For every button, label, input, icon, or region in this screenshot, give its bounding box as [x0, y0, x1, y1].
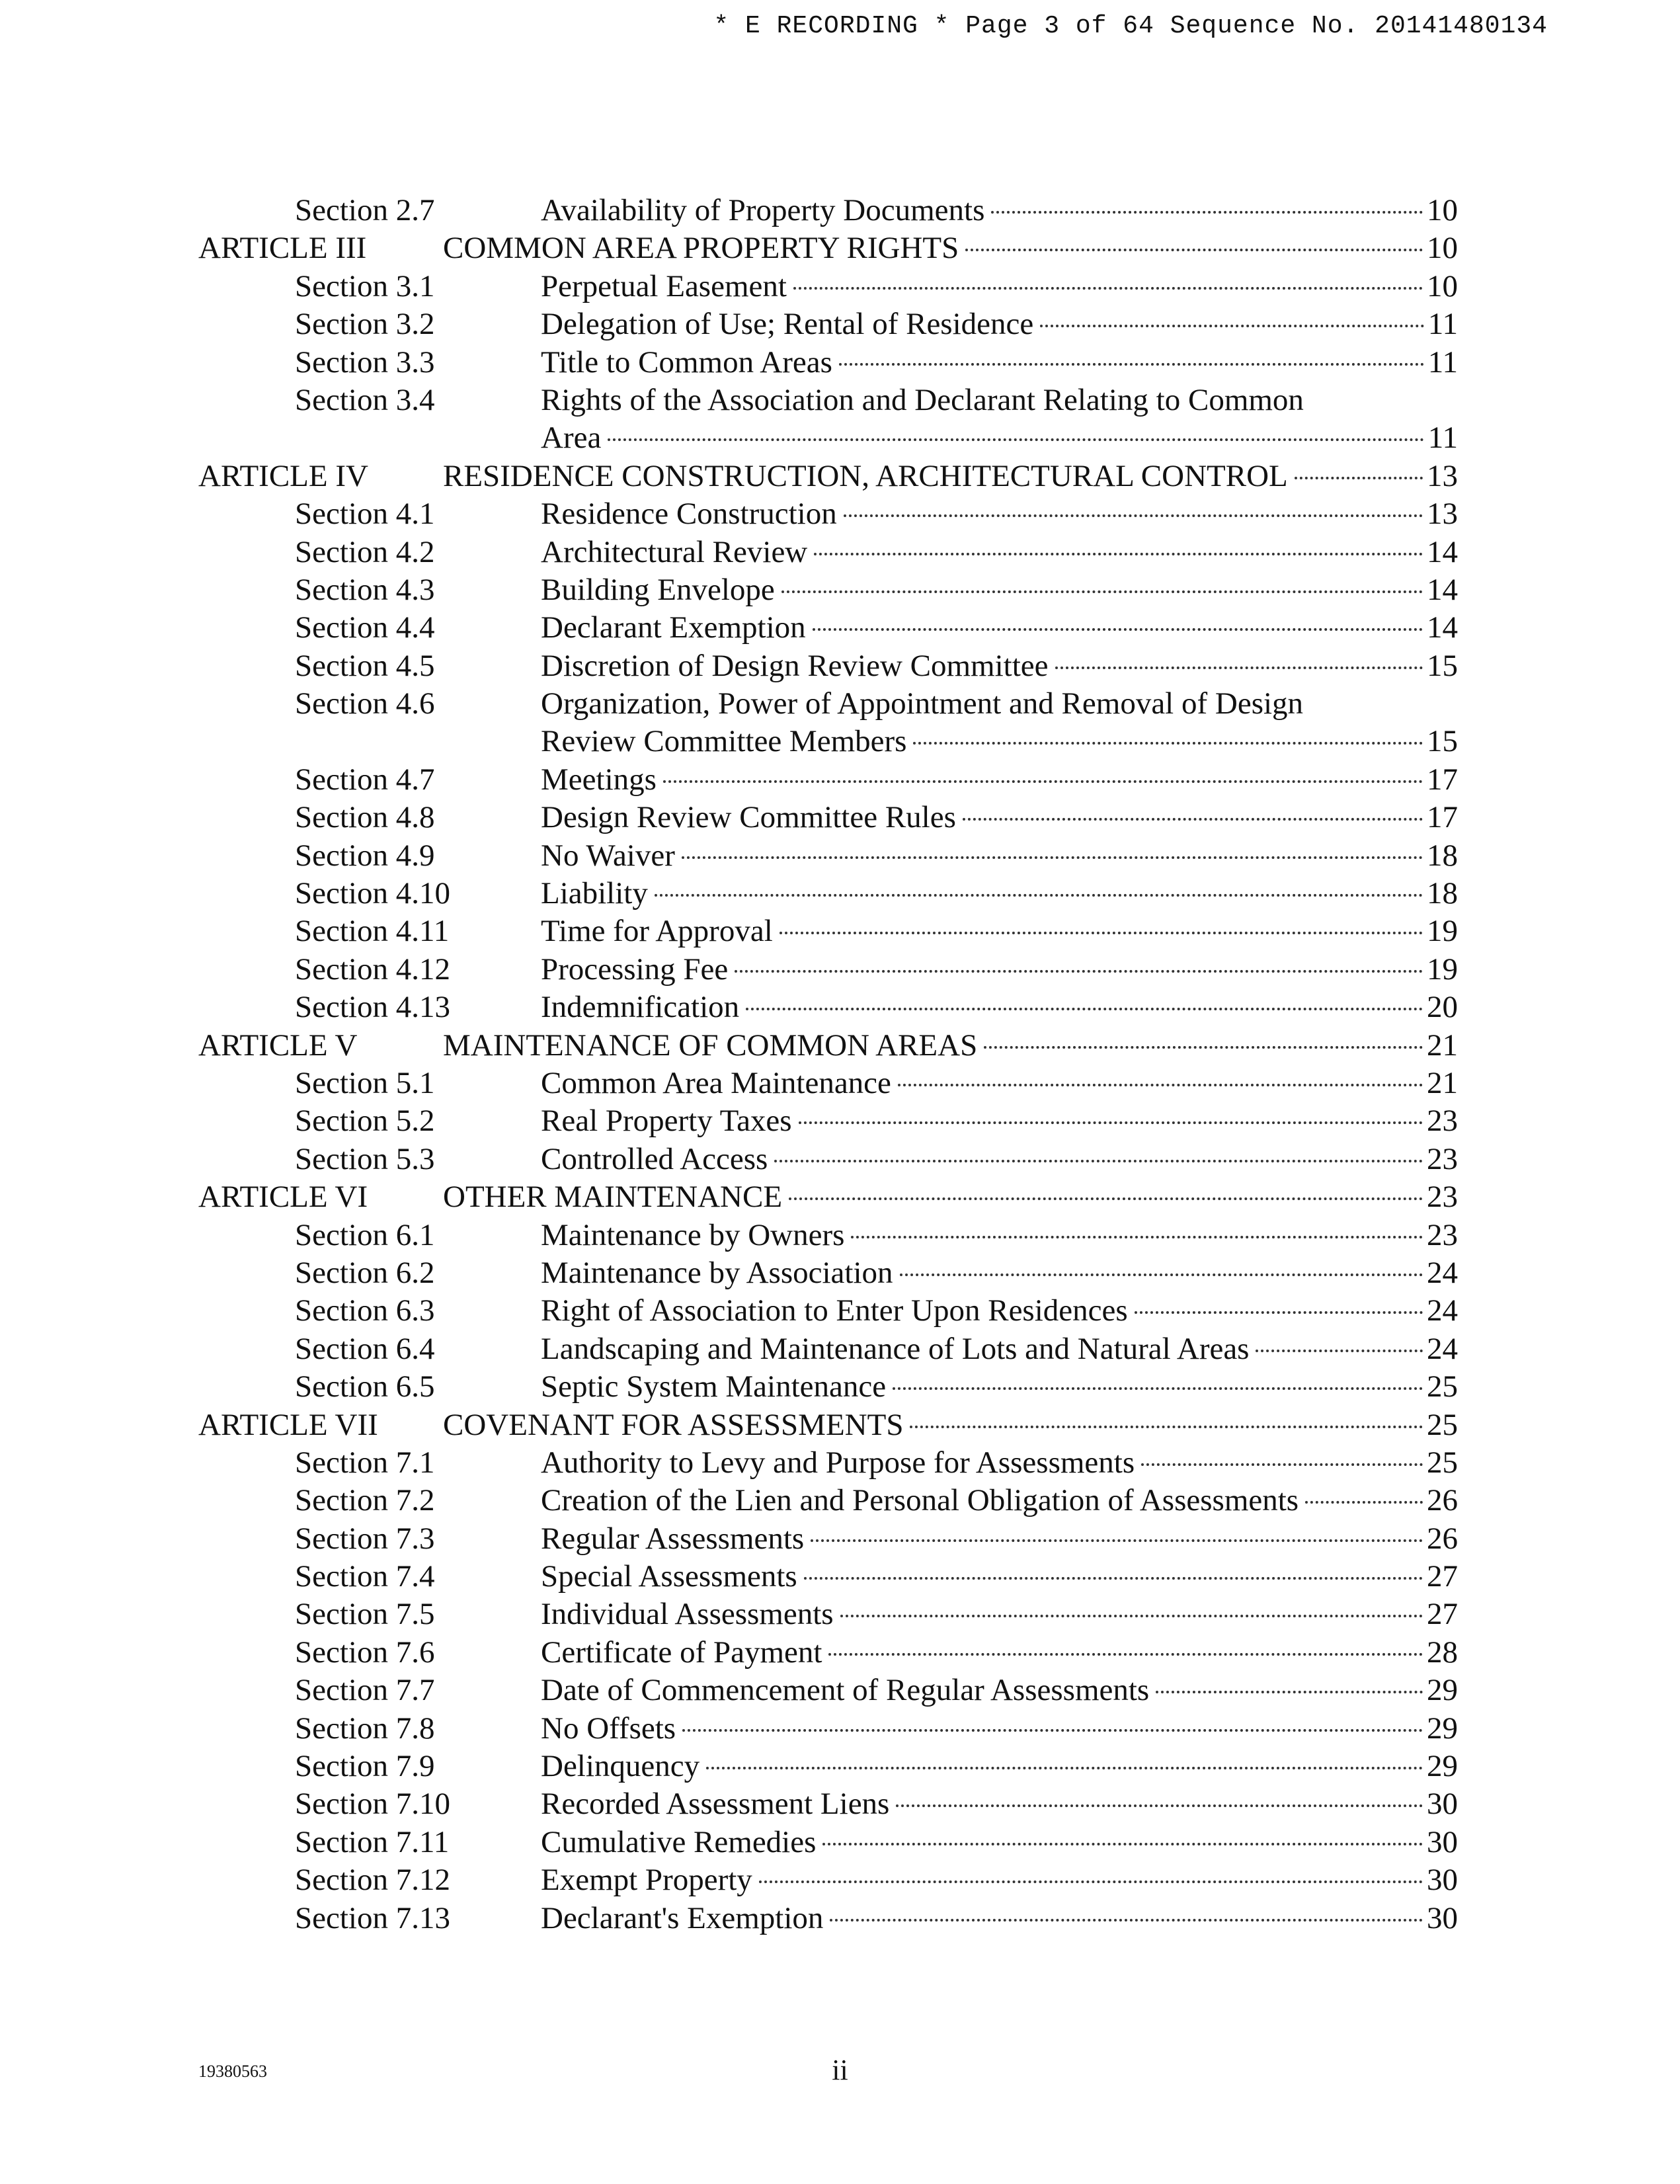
section-label: Section 4.6: [295, 686, 435, 721]
toc-entry-title: Special Assessments: [541, 1559, 797, 1594]
article-label: ARTICLE III: [198, 231, 367, 266]
toc-entry-title-line: [541, 1217, 1458, 1254]
section-label: Section 7.1: [295, 1445, 435, 1480]
section-label: Section 4.3: [295, 572, 435, 607]
toc-entry-title-line: [541, 1102, 1458, 1140]
toc-section-row: [0, 1672, 1680, 1709]
toc-section-row: [0, 647, 1680, 685]
dot-leader: [706, 1767, 1423, 1769]
section-label: Section 4.5: [295, 648, 435, 683]
toc-section-row: [0, 837, 1680, 875]
dot-leader: [780, 932, 1423, 934]
toc-page-number: 24: [1427, 1331, 1458, 1366]
section-label: Section 3.1: [295, 268, 435, 303]
toc-entry-title-line: [541, 344, 1458, 382]
dot-leader: [774, 1160, 1423, 1162]
toc-entry-title-line: [541, 1292, 1458, 1330]
toc-section-row: [0, 344, 1680, 382]
toc-section-row: [0, 912, 1680, 950]
toc-entry-title-line: [541, 1368, 1458, 1406]
section-label: Section 7.10: [295, 1787, 450, 1822]
toc-entry-title: COVENANT FOR ASSESSMENTS: [443, 1407, 904, 1442]
toc-entry-title-line: [443, 1406, 1458, 1444]
toc-entry-title: Declarant's Exemption: [541, 1900, 824, 1935]
toc-section-row: [0, 1065, 1680, 1102]
toc-entry-title: Septic System Maintenance: [541, 1369, 887, 1404]
section-label: Section 3.2: [295, 307, 435, 342]
toc-entry-title-line: [541, 685, 1458, 723]
toc-page-number: 24: [1427, 1293, 1458, 1328]
section-label: Section 3.4: [295, 382, 435, 417]
toc-entry-title-line: [541, 1785, 1458, 1823]
toc-section-row: [0, 305, 1680, 343]
dot-leader: [682, 1729, 1423, 1732]
toc-entry-title: Liability: [541, 876, 648, 911]
dot-leader: [840, 1615, 1423, 1617]
toc-entry-title: Indemnification: [541, 990, 740, 1025]
section-label: Section 7.2: [295, 1483, 435, 1518]
toc-page-number: 29: [1427, 1673, 1458, 1708]
toc-entry-title: MAINTENANCE OF COMMON AREAS: [443, 1028, 978, 1063]
toc-entry-title-line: [541, 1710, 1458, 1748]
dot-leader: [963, 818, 1423, 821]
toc-page-number: 21: [1427, 1065, 1458, 1100]
toc-page-number: 23: [1427, 1141, 1458, 1176]
toc-entry-title: Availability of Property Documents: [541, 193, 985, 227]
toc-section-row: [0, 1217, 1680, 1254]
toc-entry-title-line: [541, 1672, 1458, 1709]
toc-page-number: 19: [1427, 914, 1458, 949]
toc-page-number: 25: [1427, 1407, 1458, 1442]
toc-entry-title-line: [541, 1254, 1458, 1292]
section-label: Section 7.5: [295, 1597, 435, 1632]
toc-page-number: 18: [1427, 876, 1458, 911]
toc-section-row: [0, 571, 1680, 609]
dot-leader: [1295, 477, 1423, 479]
section-label: Section 2.7: [295, 193, 435, 227]
toc-entry-title: Review Committee Members: [541, 724, 907, 759]
toc-entry-title: Processing Fee: [541, 951, 729, 987]
toc-page-number: 11: [1427, 344, 1458, 380]
toc-page-number: 21: [1427, 1028, 1458, 1063]
toc-section-row: [0, 723, 1680, 760]
toc-section-row: [0, 192, 1680, 229]
toc-entry-title: Architectural Review: [541, 534, 808, 569]
toc-page-number: 13: [1427, 458, 1458, 493]
toc-page-number: 14: [1427, 572, 1458, 607]
toc-section-row: [0, 609, 1680, 647]
dot-leader: [898, 1084, 1423, 1086]
article-label: ARTICLE VI: [198, 1180, 368, 1215]
toc-entry-title-line: [443, 1027, 1458, 1065]
dot-leader: [844, 514, 1423, 517]
dot-leader: [1256, 1350, 1423, 1352]
toc-entry-title-line: [541, 1634, 1458, 1672]
toc-entry-title-line: [541, 1065, 1458, 1102]
toc-page-number: 11: [1427, 307, 1458, 342]
toc-entry-title-line: [541, 875, 1458, 912]
toc-section-row: [0, 989, 1680, 1026]
dot-leader: [804, 1577, 1423, 1580]
toc-section-row: [0, 382, 1680, 419]
section-label: Section 6.1: [295, 1217, 435, 1252]
toc-entry-title: Rights of the Association and Declarant Relating to Common: [541, 382, 1304, 417]
toc-entry-title-line: [541, 761, 1458, 799]
section-label: Section 7.7: [295, 1673, 435, 1708]
section-label: Section 4.8: [295, 800, 435, 835]
toc-entry-title: No Offsets: [541, 1711, 676, 1746]
toc-section-row: [0, 1444, 1680, 1482]
toc-section-row: [0, 1824, 1680, 1861]
dot-leader: [839, 363, 1424, 366]
section-label: Section 4.13: [295, 990, 450, 1025]
toc-page-number: 26: [1427, 1521, 1458, 1556]
toc-entry-title-line: [541, 495, 1458, 533]
toc-page-number: 15: [1427, 724, 1458, 759]
toc-page-number: 23: [1427, 1180, 1458, 1215]
section-label: Section 7.11: [295, 1824, 450, 1859]
toc-section-row: [0, 419, 1680, 457]
toc-section-row: [0, 1900, 1680, 1937]
toc-entry-title-line: [541, 951, 1458, 989]
toc-entry-title-line: [541, 1748, 1458, 1785]
toc-page-number: 26: [1427, 1483, 1458, 1518]
article-label: ARTICLE VII: [198, 1407, 378, 1442]
toc-page-number: 23: [1427, 1217, 1458, 1252]
toc-page-number: 30: [1427, 1900, 1458, 1935]
page-number: ii: [832, 2054, 848, 2086]
toc-entry-title: Area: [541, 421, 602, 456]
toc-page-number: 25: [1427, 1369, 1458, 1404]
toc-section-row: [0, 761, 1680, 799]
toc-section-row: [0, 1330, 1680, 1368]
article-label: ARTICLE IV: [198, 458, 368, 493]
section-label: Section 6.5: [295, 1369, 435, 1404]
toc-page-number: 29: [1427, 1711, 1458, 1746]
toc-entry-title: Right of Association to Enter Upon Residences: [541, 1293, 1128, 1328]
toc-entry-title: Controlled Access: [541, 1141, 768, 1176]
toc-section-row: [0, 685, 1680, 723]
toc-entry-title: Common Area Maintenance: [541, 1065, 891, 1100]
toc-section-row: [0, 268, 1680, 305]
toc-page-number: 30: [1427, 1863, 1458, 1898]
toc-entry-title-line: [541, 1861, 1458, 1899]
dot-leader: [830, 1919, 1423, 1921]
section-label: Section 4.12: [295, 951, 450, 987]
dot-leader: [822, 1843, 1423, 1845]
section-label: Section 4.11: [295, 914, 450, 949]
section-label: Section 4.10: [295, 876, 450, 911]
toc-entry-title-line: [541, 419, 1458, 457]
toc-section-row: [0, 1292, 1680, 1330]
toc-page-number: 20: [1427, 990, 1458, 1025]
toc-entry-title: Maintenance by Owners: [541, 1217, 845, 1252]
toc-entry-title-line: [541, 571, 1458, 609]
dot-leader: [991, 211, 1423, 214]
toc-section-row: [0, 1482, 1680, 1519]
dot-leader: [814, 553, 1423, 555]
dot-leader: [913, 742, 1423, 745]
document-id: 19380563: [198, 2062, 267, 2081]
toc-page-number: 17: [1427, 800, 1458, 835]
toc-entry-title: Title to Common Areas: [541, 344, 832, 380]
section-label: Section 7.8: [295, 1711, 435, 1746]
toc-entry-title-line: [541, 1141, 1458, 1178]
toc-entry-title: Regular Assessments: [541, 1521, 805, 1556]
section-label: Section 4.1: [295, 497, 435, 532]
section-label: Section 3.3: [295, 344, 435, 380]
toc-entry-title-line: [541, 382, 1458, 419]
toc-entry-title-line: [541, 799, 1458, 836]
section-label: Section 4.2: [295, 534, 435, 569]
toc-page-number: 27: [1427, 1597, 1458, 1632]
article-label: ARTICLE V: [198, 1028, 358, 1063]
toc-entry-title-line: [541, 609, 1458, 647]
toc-entry-title-line: [541, 268, 1458, 305]
toc-section-row: [0, 1748, 1680, 1785]
toc-article-row: [0, 458, 1680, 495]
toc-entry-title: Discretion of Design Review Committee: [541, 648, 1049, 683]
toc-page-number: 23: [1427, 1104, 1458, 1139]
toc-section-row: [0, 1102, 1680, 1140]
toc-entry-title: Authority to Levy and Purpose for Assessments: [541, 1445, 1135, 1480]
toc-page-number: 28: [1427, 1635, 1458, 1670]
toc-section-row: [0, 951, 1680, 989]
dot-leader: [781, 590, 1423, 593]
toc-entry-title-line: [443, 458, 1458, 495]
toc-entry-title: COMMON AREA PROPERTY RIGHTS: [443, 231, 959, 266]
toc-entry-title: Creation of the Lien and Personal Obligation of Assessments: [541, 1483, 1299, 1518]
toc-section-row: [0, 495, 1680, 533]
dot-leader: [1305, 1501, 1423, 1504]
dot-leader: [1135, 1311, 1423, 1314]
toc-section-row: [0, 1520, 1680, 1558]
toc-entry-title: Exempt Property: [541, 1863, 752, 1898]
toc-entry-title-line: [541, 647, 1458, 685]
toc-article-row: [0, 1027, 1680, 1065]
toc-section-row: [0, 875, 1680, 912]
toc-entry-title: Maintenance by Association: [541, 1255, 893, 1290]
toc-entry-title: RESIDENCE CONSTRUCTION, ARCHITECTURAL CONTROL: [443, 458, 1288, 493]
dot-leader: [851, 1236, 1423, 1238]
toc-entry-title: OTHER MAINTENANCE: [443, 1180, 783, 1215]
toc-entry-title: Delinquency: [541, 1749, 700, 1784]
toc-entry-title: Landscaping and Maintenance of Lots and Natural Areas: [541, 1331, 1250, 1366]
toc-entry-title: Date of Commencement of Regular Assessments: [541, 1673, 1150, 1708]
dot-leader: [828, 1653, 1423, 1656]
toc-entry-title: Building Envelope: [541, 572, 775, 607]
dot-leader: [799, 1121, 1423, 1124]
dot-leader: [746, 1008, 1423, 1010]
section-label: Section 7.6: [295, 1635, 435, 1670]
toc-entry-title-line: [541, 305, 1458, 343]
toc-page-number: 18: [1427, 838, 1458, 873]
section-label: Section 5.2: [295, 1104, 435, 1139]
toc-entry-title: Perpetual Easement: [541, 268, 787, 303]
section-label: Section 7.4: [295, 1559, 435, 1594]
toc-entry-title-line: [541, 1482, 1458, 1519]
dot-leader: [900, 1274, 1423, 1276]
section-label: Section 4.4: [295, 610, 435, 645]
toc-entry-title-line: [541, 1900, 1458, 1937]
dot-leader: [663, 780, 1423, 783]
toc-entry-title-line: [541, 534, 1458, 571]
toc-entry-title: Recorded Assessment Liens: [541, 1787, 890, 1822]
toc-entry-title-line: [541, 1596, 1458, 1633]
toc-section-row: [0, 1634, 1680, 1672]
toc-page-number: 10: [1427, 268, 1458, 303]
dot-leader: [910, 1426, 1423, 1428]
dot-leader: [813, 628, 1423, 631]
toc-section-row: [0, 1785, 1680, 1823]
section-label: Section 6.3: [295, 1293, 435, 1328]
toc-entry-title: Individual Assessments: [541, 1597, 834, 1632]
toc-entry-title-line: [443, 1178, 1458, 1216]
toc-entry-title-line: [541, 1444, 1458, 1482]
toc-section-row: [0, 799, 1680, 836]
toc-entry-title: Organization, Power of Appointment and Removal of Design: [541, 686, 1304, 721]
dot-leader: [893, 1387, 1423, 1390]
toc-section-row: [0, 1861, 1680, 1899]
dot-leader: [735, 970, 1423, 973]
toc-section-row: [0, 1558, 1680, 1596]
toc-section-row: [0, 1596, 1680, 1633]
section-label: Section 7.3: [295, 1521, 435, 1556]
toc-section-row: [0, 1710, 1680, 1748]
toc-page-number: 24: [1427, 1255, 1458, 1290]
toc-article-row: [0, 1178, 1680, 1216]
section-label: Section 7.13: [295, 1900, 450, 1935]
toc-entry-title-line: [541, 1558, 1458, 1596]
section-label: Section 4.9: [295, 838, 435, 873]
toc-page-number: 19: [1427, 951, 1458, 987]
toc-entry-title-line: [443, 229, 1458, 267]
toc-page-number: 25: [1427, 1445, 1458, 1480]
dot-leader: [1055, 667, 1423, 669]
dot-leader: [655, 894, 1423, 897]
toc-page-number: 30: [1427, 1787, 1458, 1822]
dot-leader: [965, 249, 1423, 251]
dot-leader: [1156, 1691, 1423, 1693]
section-label: Section 6.4: [295, 1331, 435, 1366]
toc-page-number: 30: [1427, 1824, 1458, 1859]
toc-entry-title: Time for Approval: [541, 914, 773, 949]
toc-page-number: 11: [1427, 421, 1458, 456]
toc-page-number: 14: [1427, 534, 1458, 569]
toc-entry-title-line: [541, 989, 1458, 1026]
dot-leader: [1040, 325, 1424, 327]
toc-entry-title-line: [541, 192, 1458, 229]
toc-page-number: 10: [1427, 193, 1458, 227]
dot-leader: [811, 1539, 1423, 1542]
section-label: Section 7.9: [295, 1749, 435, 1784]
toc-section-row: [0, 1254, 1680, 1292]
toc-entry-title: Residence Construction: [541, 497, 837, 532]
toc-entry-title: No Waiver: [541, 838, 675, 873]
toc-section-row: [0, 1368, 1680, 1406]
dot-leader: [608, 438, 1423, 441]
toc-section-row: [0, 534, 1680, 571]
toc-entry-title: Delegation of Use; Rental of Residence: [541, 307, 1034, 342]
dot-leader: [789, 1197, 1423, 1200]
toc-section-row: [0, 1141, 1680, 1178]
toc-entry-title-line: [541, 912, 1458, 950]
toc-page-number: 29: [1427, 1749, 1458, 1784]
section-label: Section 5.3: [295, 1141, 435, 1176]
section-label: Section 4.7: [295, 762, 435, 797]
dot-leader: [759, 1881, 1423, 1883]
toc-entry-title: Certificate of Payment: [541, 1635, 822, 1670]
toc-entry-title: Design Review Committee Rules: [541, 800, 956, 835]
toc-article-row: [0, 1406, 1680, 1444]
dot-leader: [682, 856, 1423, 859]
section-label: Section 5.1: [295, 1065, 435, 1100]
dot-leader: [984, 1046, 1423, 1049]
dot-leader: [1141, 1463, 1423, 1466]
toc-entry-title-line: [541, 723, 1458, 760]
toc-page-number: 14: [1427, 610, 1458, 645]
toc-entry-title-line: [541, 1520, 1458, 1558]
toc-entry-title-line: [541, 1824, 1458, 1861]
toc-page-number: 15: [1427, 648, 1458, 683]
toc-page-number: 13: [1427, 497, 1458, 532]
recording-header: * E RECORDING * Page 3 of 64 Sequence No. 20141480134: [713, 12, 1548, 40]
toc-entry-title: Cumulative Remedies: [541, 1824, 817, 1859]
toc-article-row: [0, 229, 1680, 267]
dot-leader: [896, 1804, 1423, 1807]
toc-entry-title: Declarant Exemption: [541, 610, 806, 645]
section-label: Section 6.2: [295, 1255, 435, 1290]
toc-page-number: 27: [1427, 1559, 1458, 1594]
section-label: Section 7.12: [295, 1863, 450, 1898]
table-of-contents: [0, 192, 1680, 1937]
toc-entry-title: Real Property Taxes: [541, 1104, 792, 1139]
toc-page-number: 10: [1427, 231, 1458, 266]
toc-entry-title-line: [541, 1330, 1458, 1368]
toc-page-number: 17: [1427, 762, 1458, 797]
toc-entry-title: Meetings: [541, 762, 657, 797]
dot-leader: [793, 287, 1423, 290]
toc-entry-title-line: [541, 837, 1458, 875]
